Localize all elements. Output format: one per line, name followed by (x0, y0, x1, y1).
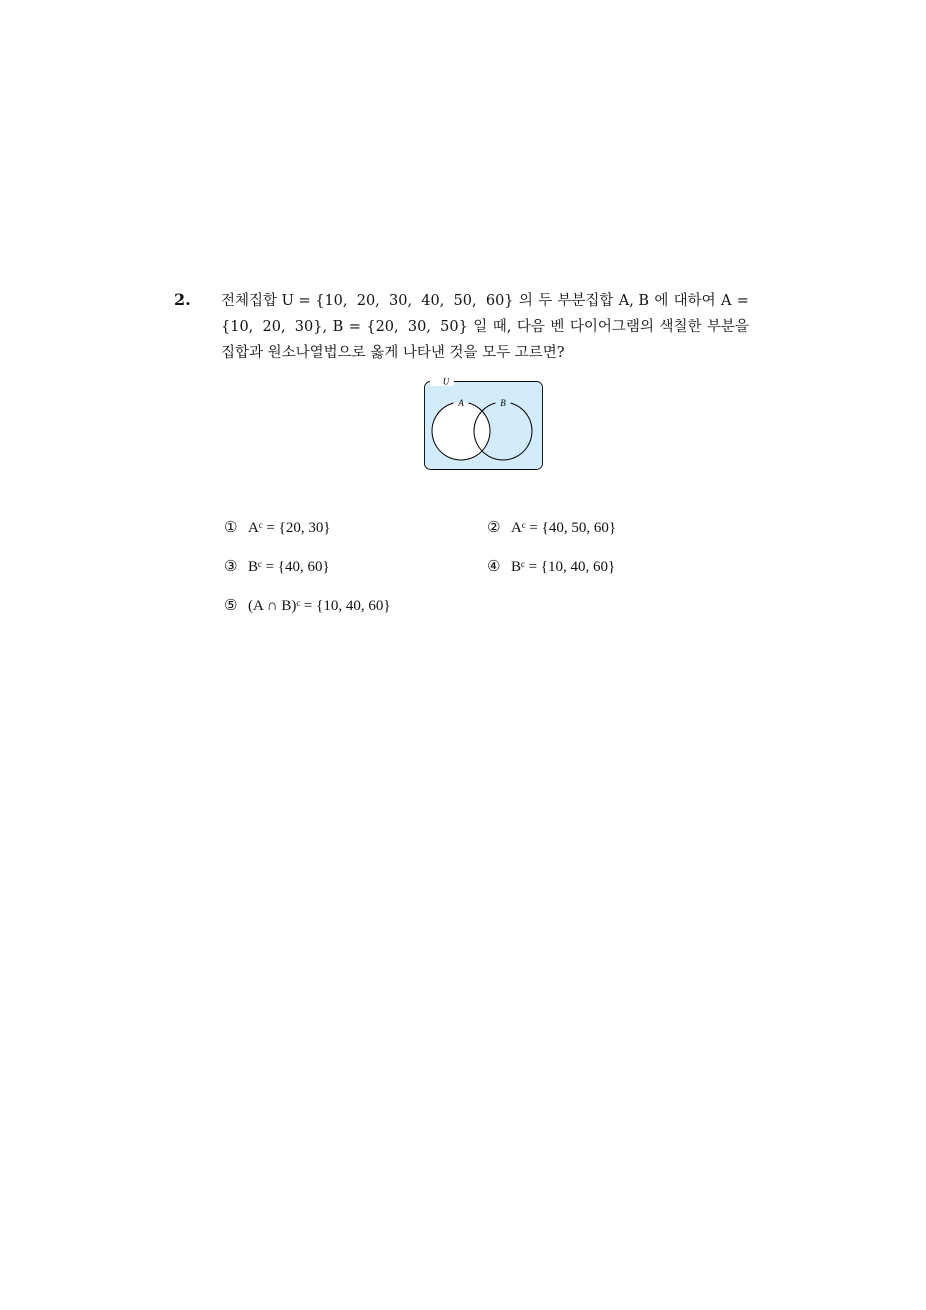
choice-number: ② (487, 518, 501, 536)
choice-5[interactable] (224, 596, 391, 615)
problem-stem (221, 288, 749, 366)
stem-line-3: 집합과 원소나열법으로 옳게 나타낸 것을 모두 고르면? (221, 345, 565, 361)
problem-number: 2. (174, 290, 191, 309)
choice-number: ③ (224, 557, 238, 575)
choice-2[interactable] (487, 518, 616, 537)
choice-text: Bᶜ = {40, 60} (248, 559, 330, 575)
universal-label: U (442, 376, 450, 387)
choice-text: Aᶜ = {40, 50, 60} (511, 520, 617, 536)
choice-number: ④ (487, 557, 501, 575)
set-b-label: B (500, 398, 506, 408)
set-a-label: A (458, 398, 464, 408)
choice-4[interactable] (487, 557, 615, 576)
choice-text: (A ∩ B)ᶜ = {10, 40, 60} (248, 598, 391, 614)
choice-1[interactable] (224, 518, 331, 537)
stem-line-2: {10, 20, 30}, B = {20, 30, 50} 일 때, 다음 벤 다이어그램의 색칠한 부분을 (221, 319, 749, 335)
choice-text: Aᶜ = {20, 30} (248, 520, 331, 536)
choice-3[interactable] (224, 557, 330, 576)
choice-number: ① (224, 518, 238, 536)
choice-text: Bᶜ = {10, 40, 60} (511, 559, 616, 575)
stem-line-1: 전체집합 U = {10, 20, 30, 40, 50, 60} 의 두 부분집합 A, B 에 대하여 A = (221, 293, 749, 309)
choice-number: ⑤ (224, 596, 238, 614)
venn-diagram (416, 370, 552, 478)
